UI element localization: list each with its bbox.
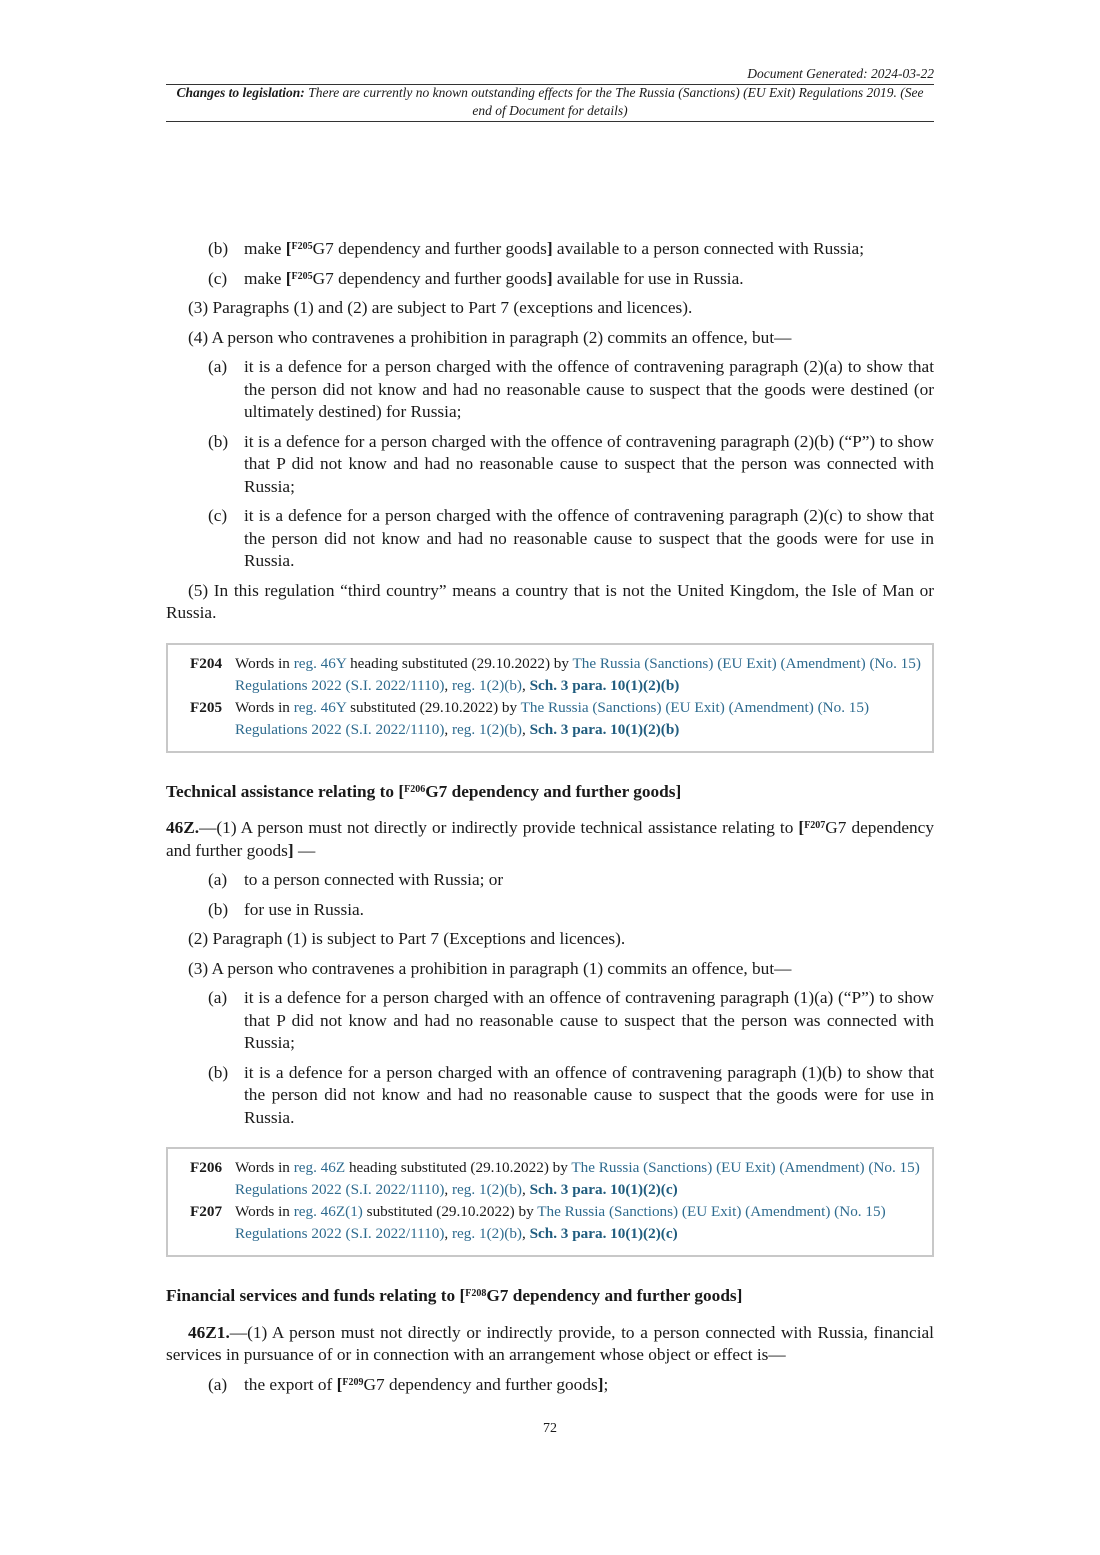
regulation-link[interactable]: reg. 46Y — [293, 654, 347, 672]
item-text: for use in Russia. — [244, 899, 364, 919]
item-text-tail: ; — [603, 1374, 609, 1394]
annotation-text: , — [444, 1181, 452, 1198]
paragraph-4: (4) A person who contravenes a prohibition in paragraph (2) commits an offence, but— — [188, 327, 792, 347]
legislation-link[interactable]: The Russia (Sanctions) (EU Exit) (Amendment) (No. 15) Regulations 2022 (S.I. 2022/1110) — [235, 698, 870, 738]
item-text: it is a defence for a person charged with the offence of contravening paragraph (2)(b) (“P”) to show that P did not know and had no reasonable cause to suspect that the person was connected with Russia; — [244, 431, 934, 496]
legislation-link[interactable]: The Russia (Sanctions) (EU Exit) (Amendment) (No. 15) Regulations 2022 (S.I. 2022/1110) — [235, 1159, 920, 1198]
item-text: it is a defence for a person charged with an offence of contravening paragraph (1)(b) to show that the person did not know and had no reasonable cause to suspect that the goods were for use in Russia. — [244, 1062, 934, 1127]
annotation-text: Words in — [235, 698, 294, 716]
annotation-text: , — [521, 1225, 530, 1242]
schedule-link[interactable]: Sch. 3 para. 10(1)(2)(c) — [529, 1181, 678, 1198]
item-number: (b) — [208, 239, 229, 258]
annotation-f204 — [190, 653, 922, 697]
document-body — [166, 238, 934, 1403]
document-generated: Document Generated: 2024-03-22 — [747, 66, 934, 81]
item-4a — [166, 356, 934, 424]
paragraph-5: (5) In this regulation “third country” means a country that is not the United Kingdom, the Isle of Man or Russia. — [166, 580, 934, 622]
page-number: 72 — [543, 1421, 557, 1436]
annotation-id: F205 — [190, 698, 223, 716]
item-text-tail: available for use in Russia. — [552, 268, 744, 288]
schedule-link[interactable]: Sch. 3 para. 10(1)(2)(b) — [529, 676, 680, 694]
item-number: (a) — [208, 357, 228, 376]
item-3b — [166, 1062, 934, 1130]
amended-text: G7 dependency and further goods — [363, 1374, 598, 1394]
paragraph-3: (3) Paragraphs (1) and (2) are subject to Part 7 (exceptions and licences). — [188, 298, 693, 317]
heading-text: Technical assistance relating to — [166, 781, 399, 801]
legislation-link[interactable]: The Russia (Sanctions) (EU Exit) (Amendment) (No. 15) Regulations 2022 (S.I. 2022/1110) — [235, 654, 921, 694]
section-heading-46z: Technical assistance relating to [$^{F206}$G7 dependency and further goods] — [166, 781, 682, 801]
annotation-text: substituted (29.10.2022) by — [362, 1203, 538, 1220]
item-number: (b) — [208, 431, 229, 451]
annotation-text: heading substituted (29.10.2022) by — [346, 654, 573, 672]
regulation-link[interactable]: reg. 46Z — [293, 1159, 346, 1176]
footnote-ref[interactable]: F205 — [291, 241, 313, 252]
lead-text: —(1) A person must not directly or indirectly provide technical assistance relating to — [199, 818, 799, 837]
annotation-text: , — [521, 720, 530, 738]
paragraph-2: (2) Paragraph (1) is subject to Part 7 (Exceptions and licences). — [188, 929, 626, 948]
annotation-id: F204 — [190, 654, 223, 672]
annotation-text: , — [444, 676, 452, 694]
annotation-text: , — [521, 1181, 530, 1198]
regulation-number: 46Z. — [166, 818, 200, 837]
regulation-link[interactable]: reg. 1(2)(b) — [451, 1225, 522, 1242]
item-3a — [166, 987, 934, 1055]
header-rule-bottom — [166, 121, 934, 122]
regulation-link[interactable]: reg. 1(2)(b) — [451, 1181, 522, 1198]
item-text: make — [244, 239, 286, 258]
annotation-text: , — [444, 1225, 452, 1242]
footnote-ref[interactable]: F208 — [465, 1288, 487, 1299]
footnote-ref[interactable]: F206 — [404, 783, 426, 795]
changes-label: Changes to legislation: — [176, 85, 305, 100]
regulation-46z1-lead — [166, 1322, 934, 1367]
item-z1a: (a) the export of [$^{F209}$G7 dependency and further goods]; — [166, 1374, 934, 1397]
item-b: (b) make [$^{F205}$G7 dependency and further goods] available to a person connected with Russia; — [166, 238, 934, 261]
item-1b — [166, 899, 934, 922]
regulation-link[interactable]: reg. 46Y — [293, 698, 347, 716]
annotations-box-1 — [166, 643, 934, 753]
annotation-f206 — [190, 1157, 922, 1201]
changes-notice — [166, 84, 934, 120]
item-text: it is a defence for a person charged with the offence of contravening paragraph (2)(c) to show that the person did not know and had no reasonable cause to suspect that the goods were for use in Russia. — [244, 506, 934, 570]
item-text: it is a defence for a person charged with the offence of contravening paragraph (2)(a) to show that the person did not know and had no reasonable cause to suspect that the goods were destined (or ultimately destined) for Russia; — [244, 357, 934, 421]
amended-text: G7 dependency and further goods — [425, 781, 676, 801]
section-heading-46z1: Financial services and funds relating to [$^{F208}$G7 dependency and further goods] — [166, 1286, 743, 1305]
item-text: make — [244, 268, 286, 288]
annotation-text: substituted (29.10.2022) by — [346, 698, 521, 716]
item-4b — [166, 431, 934, 499]
item-number: (b) — [208, 899, 229, 919]
footnote-ref[interactable]: F205 — [291, 270, 313, 282]
amended-text: G7 dependency and further goods — [486, 1286, 737, 1305]
legislation-link[interactable]: The Russia (Sanctions) (EU Exit) (Amendment) (No. 15) Regulations 2022 (S.I. 2022/1110) — [235, 1203, 886, 1242]
footnote-ref[interactable]: F207 — [804, 820, 826, 831]
lead-text-tail: — — [293, 840, 316, 860]
annotations-box-2 — [166, 1147, 934, 1257]
schedule-link[interactable]: Sch. 3 para. 10(1)(2)(c) — [529, 1225, 678, 1242]
regulation-link[interactable]: reg. 1(2)(b) — [451, 676, 522, 694]
annotation-text: , — [521, 676, 530, 694]
lead-text: —(1) A person must not directly or indirectly provide, to a person connected with Russia, financial services in pursuance of or in connection with an arrangement whose object or effect is— — [166, 1322, 934, 1364]
regulation-link[interactable]: reg. 1(2)(b) — [451, 720, 522, 738]
annotation-text: heading substituted (29.10.2022) by — [345, 1159, 572, 1176]
annotation-text: Words in — [235, 1203, 294, 1220]
regulation-link[interactable]: reg. 46Z(1) — [293, 1203, 363, 1220]
annotation-id: F206 — [190, 1159, 223, 1176]
annotation-f207 — [190, 1201, 922, 1245]
footnote-ref[interactable]: F209 — [342, 1376, 364, 1388]
schedule-link[interactable]: Sch. 3 para. 10(1)(2)(b) — [529, 720, 680, 738]
item-text: to a person connected with Russia; or — [244, 870, 504, 889]
amended-text: G7 dependency and further goods — [166, 818, 934, 860]
changes-text: There are currently no known outstanding effects for the The Russia (Sanctions) (EU Exit) Regulations 2019. (See end of Document for details) — [304, 85, 924, 118]
annotation-id: F207 — [190, 1203, 223, 1220]
item-number: (a) — [208, 870, 228, 889]
item-text: it is a defence for a person charged with an offence of contravening paragraph (1)(a) (“P”) to show that P did not know and had no reasonable cause to suspect that the person was connected with Russia; — [244, 988, 934, 1052]
item-number: (a) — [208, 988, 228, 1007]
item-1a — [166, 869, 934, 892]
regulation-46z-lead: 46Z.—(1) A person must not directly or indirectly provide technical assistance relating to [$^{F207}$G7 dependency and further goods] — — [166, 818, 934, 860]
item-c: (c) make [$^{F205}$G7 dependency and further goods] available for use in Russia. — [166, 268, 934, 291]
annotation-text: , — [444, 720, 452, 738]
item-number: (c) — [208, 268, 228, 288]
item-number: (c) — [208, 506, 228, 525]
heading-text: Financial services and funds relating to — [166, 1286, 460, 1305]
item-number: (a) — [208, 1374, 228, 1394]
item-text: the export of — [244, 1374, 337, 1394]
item-4c — [166, 505, 934, 573]
item-number: (b) — [208, 1062, 229, 1082]
annotation-text: Words in — [235, 654, 294, 672]
regulation-number: 46Z1. — [188, 1322, 230, 1342]
amended-text: G7 dependency and further goods — [312, 268, 547, 288]
amended-text: G7 dependency and further goods — [312, 239, 547, 258]
annotation-f205 — [190, 697, 922, 741]
paragraph-3: (3) A person who contravenes a prohibition in paragraph (1) commits an offence, but— — [188, 958, 792, 978]
item-text-tail: available to a person connected with Russia; — [552, 239, 865, 258]
annotation-text: Words in — [235, 1159, 294, 1176]
